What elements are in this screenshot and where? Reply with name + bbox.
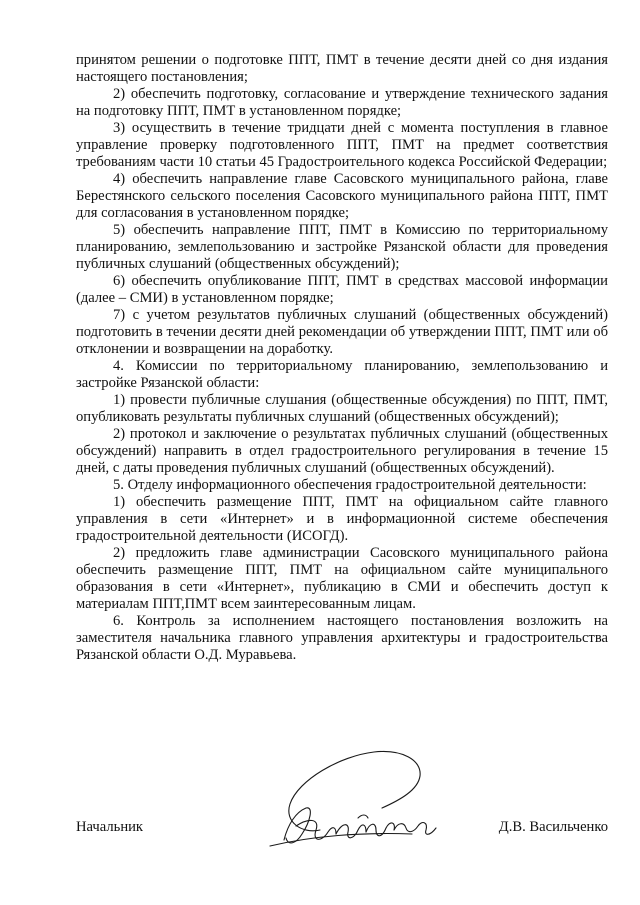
- paragraph-11: 1) обеспечить размещение ППТ, ПМТ на официальном сайте главного управления в сети «Интернет» и в информационной системе обеспечения градостроительной деятельности (ИСОГД).: [76, 494, 608, 544]
- paragraph-13: 6. Контроль за исполнением настоящего постановления возложить на заместителя начальника главного управления архитектуры и градостроительства Рязанской области О.Д. Муравьева.: [76, 613, 608, 663]
- paragraph-4: 5) обеспечить направление ППТ, ПМТ в Комиссию по территориальному планированию, землепользованию и застройке Рязанской области для проведения публичных слушаний (общественных обсуждений);: [76, 222, 608, 272]
- signatory-name: Д.В. Васильченко: [498, 819, 608, 835]
- handwritten-signature: [262, 742, 442, 854]
- paragraph-8: 1) провести публичные слушания (общественные обсуждения) по ППТ, ПМТ, опубликовать результаты публичных слушаний (общественных обсуждений);: [76, 392, 608, 425]
- paragraph-1: 2) обеспечить подготовку, согласование и утверждение технического задания на подготовку ППТ, ПМТ в установленном порядке;: [76, 86, 608, 119]
- document-body: [76, 52, 608, 664]
- paragraph-2: 3) осуществить в течение тридцати дней с момента поступления в главное управление проверку подготовленного ППТ, ПМТ на предмет соответствия требованиям части 10 статьи 45 Градостроительного кодекса Российской Федерации;: [76, 120, 608, 170]
- signatory-title: Начальник: [76, 819, 144, 835]
- paragraph-7: 4. Комиссии по территориальному планированию, землепользованию и застройке Рязанской области:: [76, 358, 608, 391]
- paragraph-5: 6) обеспечить опубликование ППТ, ПМТ в средствах массовой информации (далее – СМИ) в установленном порядке;: [76, 273, 608, 306]
- paragraph-3: 4) обеспечить направление главе Сасовского муниципального района, главе Берестянского сельского поселения Сасовского муниципального района ППТ, ПМТ для согласования в установленном порядке;: [76, 171, 608, 221]
- paragraph-9: 2) протокол и заключение о результатах публичных слушаний (общественных обсуждений) направить в отдел градостроительного регулирования в течение 15 дней, с даты проведения публичных слушаний (общественных обсуждений).: [76, 426, 608, 476]
- paragraph-0: принятом решении о подготовке ППТ, ПМТ в течение десяти дней со дня издания настоящего постановления;: [76, 52, 608, 85]
- paragraph-10: 5. Отделу информационного обеспечения градостроительной деятельности:: [113, 477, 587, 493]
- paragraph-6: 7) с учетом результатов публичных слушаний (общественных обсуждений) подготовить в течении десяти дней рекомендации об утверждении ППТ, ПМТ или об отклонении и возвращении на доработку.: [76, 307, 608, 357]
- paragraph-12: 2) предложить главе администрации Сасовского муниципального района обеспечить размещение ППТ, ПМТ на официальном сайте муниципального образования в сети «Интернет», публикацию в СМИ и обеспечить доступ к материалам ППТ,ПМТ всем заинтересованным лицам.: [76, 545, 608, 612]
